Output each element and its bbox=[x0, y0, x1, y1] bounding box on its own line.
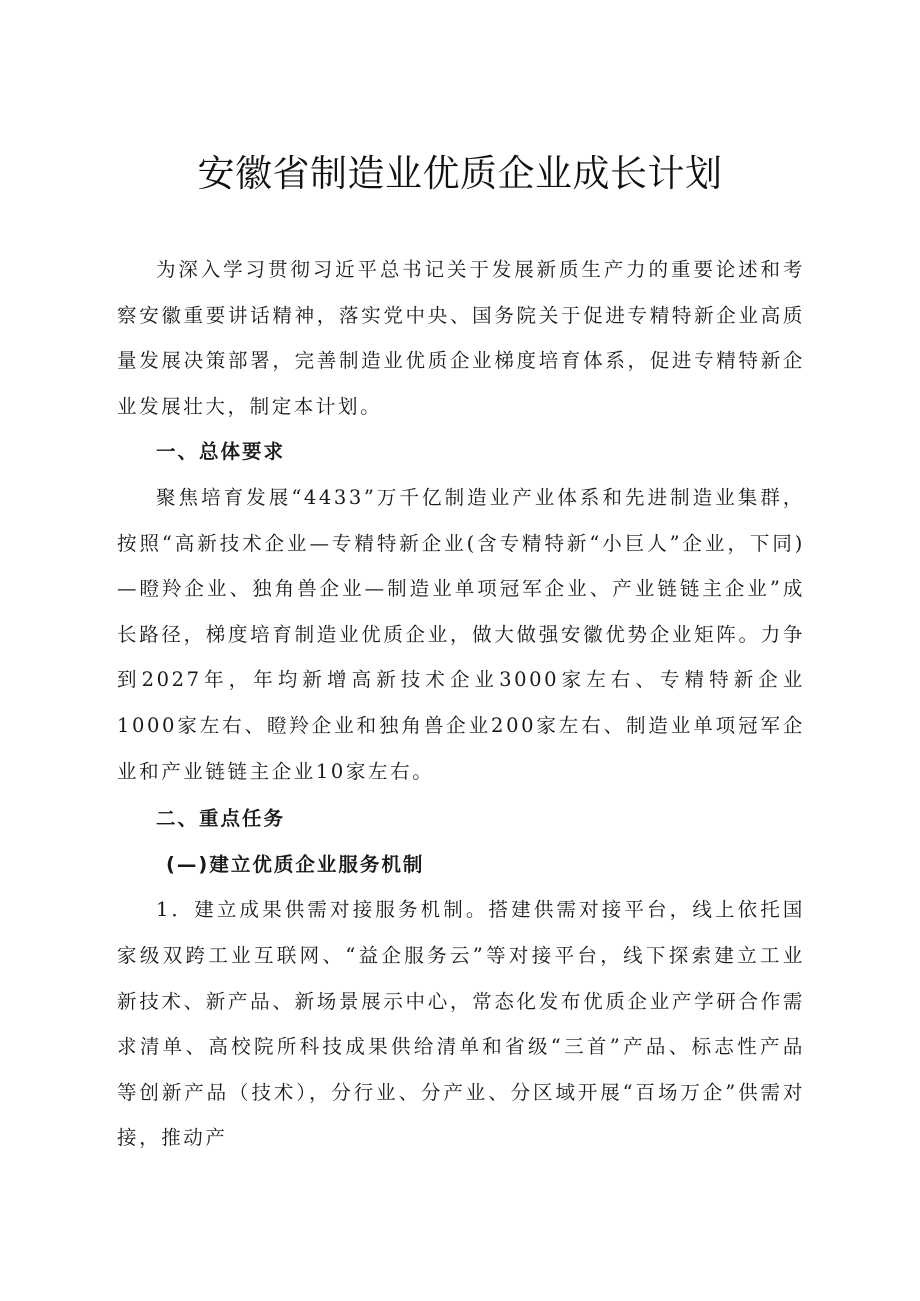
section-heading-key-tasks: 二、重点任务 bbox=[156, 807, 286, 831]
document-body bbox=[117, 247, 805, 1161]
document-title: 安徽省制造业优质企业成长计划 bbox=[197, 152, 723, 195]
subsection-heading-service-mechanism: (—)建立优质企业服务机制 bbox=[166, 852, 425, 876]
task-item-1-paragraph: 1．建立成果供需对接服务机制。搭建供需对接平台，线上依托国家级双跨工业互联网、“益企服务云”等对接平台，线下探索建立工业新技术、新产品、新场景展示中心，常态化发布优质企业产学研合作需求清单、高校院所科技成果供给清单和省级“三首”产品、标志性产品等创新产品（技术），分行业、分产业、分区域开展“百场万企”供需对接，推动产 bbox=[117, 898, 805, 1150]
section-heading-general-requirements: 一、总体要求 bbox=[156, 440, 286, 464]
intro-paragraph: 为深入学习贯彻习近平总书记关于发展新质生产力的重要论述和考察安徽重要讲话精神，落实党中央、国务院关于促进专精特新企业高质量发展决策部署，完善制造业优质企业梯度培育体系，促进专精特新企业发展壮大，制定本计划。 bbox=[117, 258, 805, 418]
general-requirements-paragraph: 聚焦培育发展“4433”万千亿制造业产业体系和先进制造业集群，按照“高新技术企业—专精特新企业(含专精特新“小巨人”企业，下同)—瞪羚企业、独角兽企业—制造业单项冠军企业、产业链链主企业”成长路径，梯度培育制造业优质企业，做大做强安徽优势企业矩阵。力争到2027年，年均新增高新技术企业3000家左右、专精特新企业1000家左右、瞪羚企业和独角兽企业200家左右、制造业单项冠军企业和产业链链主企业10家左右。 bbox=[117, 485, 805, 783]
